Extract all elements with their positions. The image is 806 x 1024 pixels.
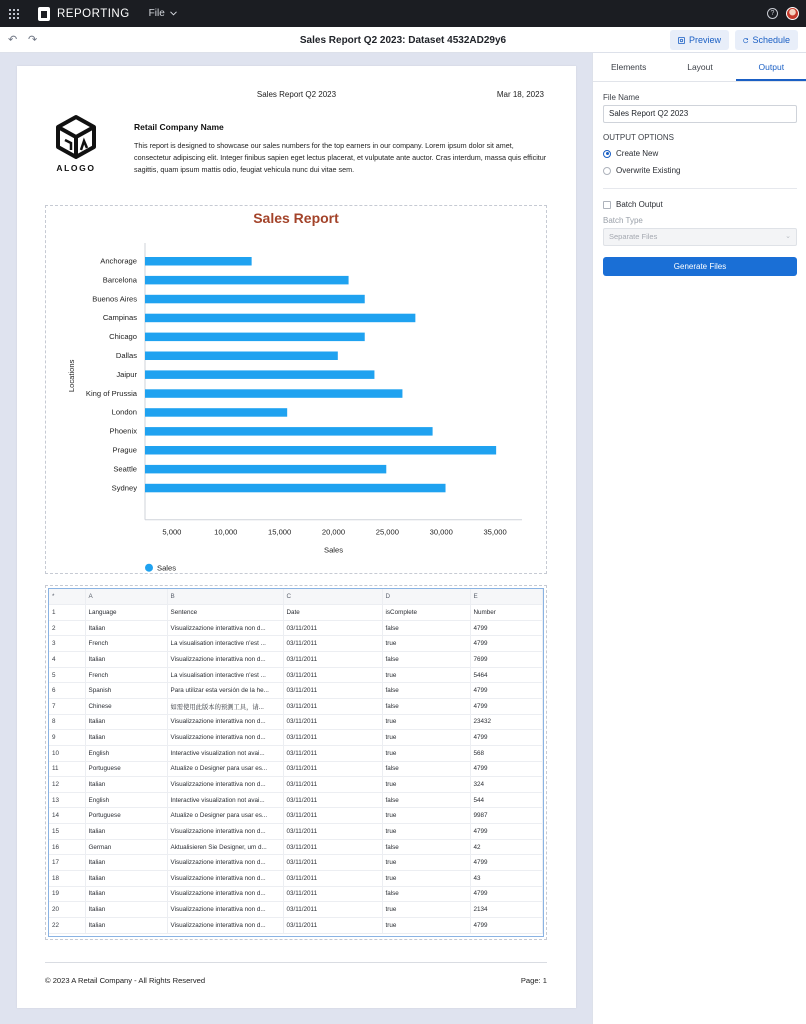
row-number-cell[interactable]: 10 xyxy=(49,745,85,761)
table-cell[interactable]: 03/11/2011 xyxy=(283,886,382,902)
table-cell[interactable]: Visualizzazione interattiva non d... xyxy=(167,714,283,730)
x-tick-label: 25,000 xyxy=(375,527,399,537)
table-cell[interactable]: false xyxy=(382,620,470,636)
table-row xyxy=(49,777,543,793)
table-cell[interactable]: isComplete xyxy=(382,605,470,621)
redo-icon[interactable]: ↷ xyxy=(28,34,38,46)
preview-icon xyxy=(678,36,685,45)
chevron-down-icon: ⌄ xyxy=(785,233,791,240)
y-tick-label: Buenos Aires xyxy=(92,294,137,304)
schedule-icon xyxy=(743,36,748,45)
table-cell[interactable]: Spanish xyxy=(85,683,167,699)
app-name: REPORTING xyxy=(57,7,130,20)
bar-king-of-prussia xyxy=(145,389,402,398)
table-cell[interactable]: Visualizzazione interattiva non d... xyxy=(167,917,283,933)
bar-buenos-aires xyxy=(145,295,365,304)
table-cell[interactable]: 如需使用此版本的预测工具，请... xyxy=(167,698,283,714)
table-row xyxy=(49,683,543,699)
table-cell[interactable]: English xyxy=(85,745,167,761)
row-number-cell[interactable]: 2 xyxy=(49,620,85,636)
table-cell[interactable]: false xyxy=(382,886,470,902)
y-tick-label: Prague xyxy=(112,445,137,455)
y-tick-label: Seattle xyxy=(113,464,137,474)
x-axis-label: Sales xyxy=(324,545,343,555)
table-cell[interactable]: Atualize o Designer para usar es... xyxy=(167,761,283,777)
table-cell[interactable]: 4799 xyxy=(470,683,543,699)
table-cell[interactable]: Chinese xyxy=(85,698,167,714)
table-cell[interactable]: 4799 xyxy=(470,761,543,777)
table-cell[interactable]: 03/11/2011 xyxy=(283,714,382,730)
table-cell[interactable]: false xyxy=(382,698,470,714)
table-cell[interactable]: Italian xyxy=(85,730,167,746)
table-row xyxy=(49,667,543,683)
table-row xyxy=(49,761,543,777)
y-tick-label: Jaipur xyxy=(116,369,137,379)
file-name-label: File Name xyxy=(603,93,640,102)
bar-campinas xyxy=(145,314,415,323)
row-number-cell[interactable]: 17 xyxy=(49,855,85,871)
file-menu[interactable] xyxy=(149,8,177,19)
row-number-cell[interactable]: 12 xyxy=(49,777,85,793)
table-cell[interactable]: 03/11/2011 xyxy=(283,652,382,668)
x-tick-label: 30,000 xyxy=(429,527,453,537)
y-tick-label: Sydney xyxy=(111,483,137,493)
create-new-radio[interactable] xyxy=(603,150,611,158)
table-cell[interactable]: Visualizzazione interattiva non d... xyxy=(167,730,283,746)
table-cell[interactable]: 03/11/2011 xyxy=(283,620,382,636)
bar-dallas xyxy=(145,352,338,361)
bar-jaipur xyxy=(145,370,374,379)
table-cell[interactable]: Italian xyxy=(85,886,167,902)
tab-elements[interactable]: Elements xyxy=(610,62,647,72)
table-cell[interactable]: 03/11/2011 xyxy=(283,871,382,887)
table-cell[interactable]: 03/11/2011 xyxy=(283,730,382,746)
file-menu-label: File xyxy=(148,8,165,19)
x-tick-label: 35,000 xyxy=(483,527,507,537)
table-cell[interactable]: 03/11/2011 xyxy=(283,808,382,824)
batch-type-value: Separate Files xyxy=(609,232,658,241)
table-cell[interactable]: false xyxy=(382,839,470,855)
report-date: Mar 18, 2023 xyxy=(496,90,544,99)
chevron-down-icon xyxy=(170,11,177,16)
table-row xyxy=(49,745,543,761)
reporting-logo-icon xyxy=(38,7,50,21)
panel-tabs xyxy=(593,53,806,82)
table-cell[interactable]: 7699 xyxy=(470,652,543,668)
table-cell[interactable]: 03/11/2011 xyxy=(283,917,382,933)
tab-output[interactable]: Output xyxy=(736,53,806,81)
table-cell[interactable]: true xyxy=(382,902,470,918)
table-cell[interactable]: 03/11/2011 xyxy=(283,902,382,918)
table-cell[interactable]: Italian xyxy=(85,777,167,793)
batch-output-label: Batch Output xyxy=(616,200,663,209)
document-title: Sales Report Q2 2023: Dataset 4532AD29y6 xyxy=(299,35,507,46)
table-cell[interactable]: Visualizzazione interattiva non d... xyxy=(167,620,283,636)
row-number-cell[interactable]: 3 xyxy=(49,636,85,652)
table-cell[interactable]: Visualizzazione interattiva non d... xyxy=(167,902,283,918)
table-cell[interactable]: false xyxy=(382,761,470,777)
row-number-cell[interactable]: 6 xyxy=(49,683,85,699)
y-tick-label: Chicago xyxy=(109,332,137,342)
legend-label: Sales xyxy=(157,563,176,573)
bar-london xyxy=(145,408,287,417)
table-cell[interactable]: Portuguese xyxy=(85,761,167,777)
preview-button[interactable] xyxy=(670,30,729,50)
company-logo xyxy=(51,114,101,174)
row-number-cell[interactable]: 15 xyxy=(49,824,85,840)
preview-label: Preview xyxy=(688,35,721,45)
document-toolbar xyxy=(0,27,806,53)
bar-barcelona xyxy=(145,276,349,285)
panel-divider xyxy=(603,188,797,189)
y-tick-label: King of Prussia xyxy=(85,388,137,398)
row-number-cell[interactable]: 1 xyxy=(49,605,85,621)
schedule-label: Schedule xyxy=(752,35,790,45)
row-number-cell[interactable]: 11 xyxy=(49,761,85,777)
table-header-row xyxy=(49,589,543,605)
table-cell[interactable]: Visualizzazione interattiva non d... xyxy=(167,886,283,902)
file-name-input[interactable]: Sales Report Q2 2023 xyxy=(603,105,797,123)
table-row xyxy=(49,808,543,824)
table-row xyxy=(49,636,543,652)
y-axis-label: Locations xyxy=(67,359,76,393)
table-cell[interactable]: Sentence xyxy=(167,605,283,621)
overwrite-existing-label: Overwrite Existing xyxy=(616,166,681,175)
table-cell[interactable]: false xyxy=(382,683,470,699)
output-options-label: OUTPUT OPTIONS xyxy=(603,133,674,142)
row-number-cell[interactable]: 13 xyxy=(49,792,85,808)
table-cell[interactable]: 544 xyxy=(470,792,543,808)
table-cell[interactable]: Italian xyxy=(85,824,167,840)
table-cell[interactable]: 03/11/2011 xyxy=(283,761,382,777)
apps-grid-icon[interactable] xyxy=(9,9,19,19)
table-cell[interactable]: true xyxy=(382,636,470,652)
table-cell[interactable]: 4799 xyxy=(470,855,543,871)
create-new-label: Create New xyxy=(616,149,659,158)
table-cell[interactable]: true xyxy=(382,871,470,887)
bar-sydney xyxy=(145,484,446,493)
data-table xyxy=(49,589,543,934)
table-row xyxy=(49,902,543,918)
table-row xyxy=(49,886,543,902)
table-cell[interactable]: Date xyxy=(283,605,382,621)
footer-divider xyxy=(45,962,547,963)
table-cell[interactable]: true xyxy=(382,667,470,683)
x-tick-label: 10,000 xyxy=(214,527,238,537)
table-cell[interactable]: true xyxy=(382,745,470,761)
table-cell[interactable]: French xyxy=(85,667,167,683)
table-cell[interactable]: Italian xyxy=(85,620,167,636)
y-tick-label: Dallas xyxy=(115,351,137,360)
company-name: Retail Company Name xyxy=(134,122,224,132)
column-header[interactable]: E xyxy=(470,589,543,605)
bar-anchorage xyxy=(145,257,252,266)
table-cell[interactable]: Number xyxy=(470,605,543,621)
batch-output-option[interactable] xyxy=(603,200,663,209)
schedule-button[interactable] xyxy=(735,30,798,50)
bar-prague xyxy=(145,446,496,455)
table-cell[interactable]: Aktualisieren Sie Designer, um d... xyxy=(167,839,283,855)
table-cell[interactable]: false xyxy=(382,652,470,668)
overwrite-existing-option[interactable] xyxy=(603,166,680,175)
table-cell[interactable]: Italian xyxy=(85,902,167,918)
table-cell[interactable]: La visualisation interactive n'est ... xyxy=(167,667,283,683)
table-cell[interactable]: Visualizzazione interattiva non d... xyxy=(167,652,283,668)
table-cell[interactable]: 4799 xyxy=(470,698,543,714)
table-row xyxy=(49,652,543,668)
footer-copyright: © 2023 A Retail Company - All Rights Reserved xyxy=(45,976,206,985)
table-corner-cell[interactable]: * xyxy=(49,589,85,605)
table-cell[interactable]: 4799 xyxy=(470,620,543,636)
y-tick-label: Phoenix xyxy=(109,426,137,436)
row-number-cell[interactable]: 16 xyxy=(49,839,85,855)
create-new-option[interactable] xyxy=(603,149,658,158)
row-number-cell[interactable]: 19 xyxy=(49,886,85,902)
column-header[interactable]: B xyxy=(167,589,283,605)
bar-chicago xyxy=(145,333,365,342)
bar-phoenix xyxy=(145,427,433,436)
bar-seattle xyxy=(145,465,386,474)
table-row xyxy=(49,714,543,730)
data-table-frame xyxy=(48,588,544,937)
table-cell[interactable]: 03/11/2011 xyxy=(283,667,382,683)
table-cell[interactable]: Italian xyxy=(85,917,167,933)
table-cell[interactable]: 5464 xyxy=(470,667,543,683)
table-cell[interactable]: 03/11/2011 xyxy=(283,855,382,871)
column-header[interactable]: C xyxy=(283,589,382,605)
row-number-cell[interactable]: 20 xyxy=(49,902,85,918)
table-cell[interactable]: 03/11/2011 xyxy=(283,839,382,855)
batch-output-checkbox[interactable] xyxy=(603,201,611,209)
sales-chart[interactable] xyxy=(45,205,547,574)
row-number-cell[interactable]: 4 xyxy=(49,652,85,668)
table-cell[interactable]: English xyxy=(85,792,167,808)
y-tick-label: Barcelona xyxy=(102,275,137,285)
table-cell[interactable]: French xyxy=(85,636,167,652)
row-number-cell[interactable]: 14 xyxy=(49,808,85,824)
x-tick-label: 5,000 xyxy=(162,527,182,537)
table-cell[interactable]: Portuguese xyxy=(85,808,167,824)
table-cell[interactable]: 9987 xyxy=(470,808,543,824)
table-row xyxy=(49,620,543,636)
row-number-cell[interactable]: 7 xyxy=(49,698,85,714)
table-cell[interactable]: Italian xyxy=(85,855,167,871)
table-cell[interactable]: 23432 xyxy=(470,714,543,730)
table-cell[interactable]: Language xyxy=(85,605,167,621)
table-cell[interactable]: 4799 xyxy=(470,917,543,933)
properties-panel xyxy=(592,53,806,1024)
table-cell[interactable]: true xyxy=(382,714,470,730)
table-cell[interactable]: 03/11/2011 xyxy=(283,636,382,652)
table-cell[interactable]: Atualize o Designer para usar es... xyxy=(167,808,283,824)
table-cell[interactable]: La visualisation interactive n'est ... xyxy=(167,636,283,652)
table-cell[interactable]: Visualizzazione interattiva non d... xyxy=(167,871,283,887)
table-row xyxy=(49,917,543,933)
report-header-title: Sales Report Q2 2023 xyxy=(256,90,337,99)
y-tick-label: London xyxy=(111,407,137,417)
table-cell[interactable]: Italian xyxy=(85,714,167,730)
batch-type-label: Batch Type xyxy=(603,216,643,225)
table-row xyxy=(49,824,543,840)
table-cell[interactable]: Interactive visualization not avai... xyxy=(167,745,283,761)
table-cell[interactable]: true xyxy=(382,777,470,793)
table-row xyxy=(49,855,543,871)
table-cell[interactable]: 03/11/2011 xyxy=(283,777,382,793)
help-icon[interactable]: ? xyxy=(767,8,778,19)
table-cell[interactable]: German xyxy=(85,839,167,855)
table-cell[interactable]: Italian xyxy=(85,652,167,668)
row-number-cell[interactable]: 5 xyxy=(49,667,85,683)
report-page xyxy=(17,66,576,1008)
row-number-cell[interactable]: 22 xyxy=(49,917,85,933)
undo-icon[interactable]: ↶ xyxy=(8,34,18,46)
table-row xyxy=(49,730,543,746)
table-cell[interactable]: 03/11/2011 xyxy=(283,792,382,808)
cube-logo-icon xyxy=(51,114,101,160)
table-cell[interactable]: Para utilizar esta versión de la he... xyxy=(167,683,283,699)
table-cell[interactable]: true xyxy=(382,917,470,933)
table-cell[interactable]: Interactive visualization not avai... xyxy=(167,792,283,808)
generate-files-button[interactable]: Generate Files xyxy=(603,257,797,276)
top-bar xyxy=(0,0,806,27)
table-row xyxy=(49,792,543,808)
row-number-cell[interactable]: 8 xyxy=(49,714,85,730)
column-header[interactable]: D xyxy=(382,589,470,605)
table-cell[interactable]: 03/11/2011 xyxy=(283,824,382,840)
table-row xyxy=(49,605,543,621)
table-cell[interactable]: 4799 xyxy=(470,636,543,652)
table-cell[interactable]: Visualizzazione interattiva non d... xyxy=(167,777,283,793)
table-cell[interactable]: 42 xyxy=(470,839,543,855)
table-row xyxy=(49,839,543,855)
table-cell[interactable]: 4799 xyxy=(470,824,543,840)
footer-page-number: Page: 1 xyxy=(520,976,547,985)
logo-text: ALOGO xyxy=(56,163,96,173)
legend-swatch xyxy=(145,564,153,572)
table-cell[interactable]: true xyxy=(382,808,470,824)
batch-type-select[interactable] xyxy=(603,228,797,246)
column-header[interactable]: A xyxy=(85,589,167,605)
chart-title: Sales Report xyxy=(253,210,339,226)
table-cell[interactable]: 324 xyxy=(470,777,543,793)
sales-chart-svg xyxy=(46,206,546,573)
tab-layout[interactable]: Layout xyxy=(687,62,713,72)
table-cell[interactable]: false xyxy=(382,792,470,808)
table-row xyxy=(49,871,543,887)
table-cell[interactable]: Italian xyxy=(85,871,167,887)
table-cell[interactable]: 2134 xyxy=(470,902,543,918)
avatar[interactable] xyxy=(786,7,799,20)
report-description: This report is designed to showcase our sales numbers for the top earners in our company. Lorem ipsum dolor sit amet, consectetur adipiscing elit. Integer finibus sapien eget lectus placerat, et vulputate ante auctor. Cras interdum, massa quis efficitur sagittis, quam ipsum mattis odio, feugiat vehicula nunc dui vitae sem. xyxy=(134,141,547,174)
row-number-cell[interactable]: 9 xyxy=(49,730,85,746)
table-cell[interactable]: 03/11/2011 xyxy=(283,698,382,714)
table-cell[interactable]: 43 xyxy=(470,871,543,887)
table-cell[interactable]: 4799 xyxy=(470,886,543,902)
table-cell[interactable]: 03/11/2011 xyxy=(283,745,382,761)
table-row xyxy=(49,698,543,714)
table-cell[interactable]: Visualizzazione interattiva non d... xyxy=(167,824,283,840)
table-cell[interactable]: 03/11/2011 xyxy=(283,683,382,699)
table-cell[interactable]: Visualizzazione interattiva non d... xyxy=(167,855,283,871)
table-cell[interactable]: 568 xyxy=(470,745,543,761)
y-tick-label: Campinas xyxy=(102,313,137,323)
table-cell[interactable]: true xyxy=(382,730,470,746)
table-cell[interactable]: true xyxy=(382,855,470,871)
table-cell[interactable]: true xyxy=(382,824,470,840)
table-cell[interactable]: 4799 xyxy=(470,730,543,746)
x-tick-label: 20,000 xyxy=(321,527,346,537)
x-tick-label: 15,000 xyxy=(268,527,292,537)
y-tick-label: Anchorage xyxy=(100,256,137,266)
data-table-container[interactable] xyxy=(45,585,547,940)
row-number-cell[interactable]: 18 xyxy=(49,871,85,887)
overwrite-existing-radio[interactable] xyxy=(603,167,611,175)
